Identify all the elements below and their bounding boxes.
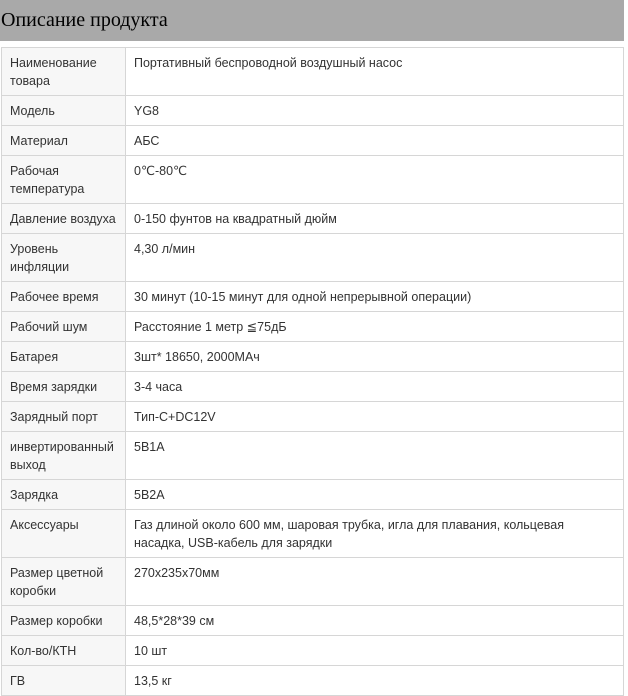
spec-value: 5В1А: [126, 432, 624, 480]
spec-label: Давление воздуха: [2, 204, 126, 234]
spec-value: 270x235x70мм: [126, 558, 624, 606]
table-row: [2, 342, 624, 372]
spec-label: Зарядка: [2, 480, 126, 510]
spec-label: Кол-во/КТН: [2, 636, 126, 666]
table-row: [2, 312, 624, 342]
table-row: [2, 432, 624, 480]
spec-label: Батарея: [2, 342, 126, 372]
spec-value: 3шт* 18650, 2000МАч: [126, 342, 624, 372]
spec-label: Аксессуары: [2, 510, 126, 558]
spec-value: YG8: [126, 96, 624, 126]
spec-value: Газ длиной около 600 мм, шаровая трубка, игла для плавания, кольцевая насадка, USB-кабель для зарядки: [126, 510, 624, 558]
section-header: [0, 0, 624, 41]
spec-label: Размер коробки: [2, 606, 126, 636]
spec-value: 0℃-80℃: [126, 156, 624, 204]
table-row: [2, 234, 624, 282]
spec-label: инвертированный выход: [2, 432, 126, 480]
spec-value: 13,5 кг: [126, 666, 624, 696]
spec-value: Тип-C+DC12V: [126, 402, 624, 432]
spec-label: Материал: [2, 126, 126, 156]
table-row: [2, 558, 624, 606]
spec-label: ГВ: [2, 666, 126, 696]
spec-value: АБС: [126, 126, 624, 156]
spec-value: 10 шт: [126, 636, 624, 666]
table-row: [2, 48, 624, 96]
spec-label: Модель: [2, 96, 126, 126]
spec-value: 48,5*28*39 см: [126, 606, 624, 636]
spec-value: 0-150 фунтов на квадратный дюйм: [126, 204, 624, 234]
table-row: [2, 606, 624, 636]
spec-label: Зарядный порт: [2, 402, 126, 432]
spec-label: Рабочее время: [2, 282, 126, 312]
table-row: [2, 126, 624, 156]
spec-label: Размер цветной коробки: [2, 558, 126, 606]
spec-value: 30 минут (10-15 минут для одной непрерывной операции): [126, 282, 624, 312]
spec-value: 4,30 л/мин: [126, 234, 624, 282]
spec-table-body: [2, 48, 624, 696]
table-row: [2, 96, 624, 126]
table-row: [2, 156, 624, 204]
table-row: [2, 666, 624, 696]
table-row: [2, 204, 624, 234]
table-row: [2, 282, 624, 312]
spec-label: Наименование товара: [2, 48, 126, 96]
spec-label: Уровень инфляции: [2, 234, 126, 282]
table-row: [2, 372, 624, 402]
product-spec-table: [1, 47, 624, 696]
table-row: [2, 402, 624, 432]
table-row: [2, 480, 624, 510]
spec-value: Портативный беспроводной воздушный насос: [126, 48, 624, 96]
spec-value: 5В2А: [126, 480, 624, 510]
section-title: Описание продукта: [1, 9, 168, 31]
table-row: [2, 636, 624, 666]
table-row: [2, 510, 624, 558]
spec-label: Рабочая температура: [2, 156, 126, 204]
spec-value: 3-4 часа: [126, 372, 624, 402]
spec-label: Время зарядки: [2, 372, 126, 402]
spec-label: Рабочий шум: [2, 312, 126, 342]
spec-value: Расстояние 1 метр ≦75дБ: [126, 312, 624, 342]
